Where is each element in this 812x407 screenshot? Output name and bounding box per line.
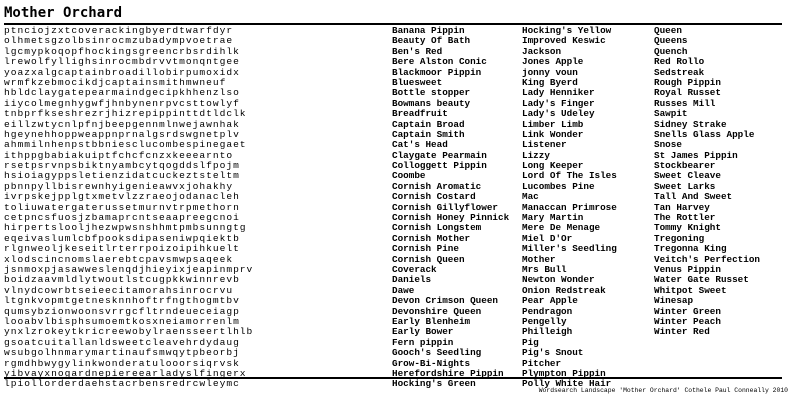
grid-row: vlnydcowrbtseieecitamorahsinrocrvu: [4, 285, 234, 296]
word-list-item: Grow-Bi-Nights: [392, 357, 471, 369]
word-list-item: Philleigh: [522, 326, 573, 338]
word-list-item: Water Gate Russet: [654, 274, 749, 286]
word-list-item: Cornish Pine: [392, 243, 459, 255]
word-list-item: Bottle stopper: [392, 87, 471, 99]
grid-row: rsetpsrvnpsbiktnyambcytqogddslfpojm: [4, 161, 240, 172]
grid-row: lrewolfyllighsinrocmbdrvvtmonqntgee: [4, 57, 240, 68]
word-list-item: Plympton Pippin: [522, 367, 606, 379]
word-list-item: Limber Limb: [522, 118, 584, 130]
word-list-item: Winesap: [654, 295, 694, 307]
word-list-item: Venus Pippin: [654, 263, 721, 275]
word-list-item: Manaccan Primrose: [522, 201, 617, 213]
word-list-item: Breadfruit: [392, 108, 448, 120]
word-list-item: Dawe: [392, 284, 415, 296]
word-list-item: Tommy Knight: [654, 222, 721, 234]
word-list-item: Tregoning: [654, 232, 705, 244]
grid-row: ptnciojzxtcoverackingbyerdtwarfdyr: [4, 26, 234, 36]
word-list-item: Lizzy: [522, 149, 550, 161]
word-list-item: Miller's Seedling: [522, 243, 617, 255]
word-list-item: Snells Glass Apple: [654, 128, 755, 140]
word-list-item: Pitcher: [522, 357, 562, 369]
word-list-item: Lady Henniker: [522, 87, 595, 99]
word-list-item: Pig: [522, 336, 539, 348]
bottom-divider: [4, 377, 782, 379]
word-list-item: Daniels: [392, 274, 432, 286]
grid-row: gsoatcuitallanldsweetcleavehrdydaug: [4, 337, 240, 348]
word-list-item: Pendragon: [522, 305, 573, 317]
word-list-item: Devon Crimson Queen: [392, 295, 499, 307]
word-list-item: Newton Wonder: [522, 274, 595, 286]
word-list-item: Queens: [654, 35, 688, 47]
grid-row: hgeynehhoppweappnprnalgsrdswgnetplv: [4, 129, 240, 140]
word-list-item: jonny voun: [522, 66, 578, 78]
grid-row: rgmdhbwygylinkwonderatulooorsiqrvsk: [4, 358, 240, 369]
word-list-item: Lady's Finger: [522, 97, 595, 109]
grid-row: looabvlbisphsumoemtkosxneiamorrenlm: [4, 316, 240, 327]
word-list-item: Cornish Mother: [392, 232, 471, 244]
word-list-item: Captain Smith: [392, 128, 465, 140]
grid-row: ltgnkvopmtgetnesknnhoftrfngthogmtbv: [4, 296, 240, 307]
grid-row: ynxlzrokeytkricreewobylraensseertlhlb: [4, 327, 254, 338]
grid-row: wrmfkzebmocikdjcaptainsmithmwneuf: [4, 77, 227, 88]
word-list-item: Sawpit: [654, 108, 688, 120]
word-list-item: Herefordshire Pippin: [392, 367, 504, 379]
word-list-item: Improved Keswic: [522, 35, 606, 47]
grid-row: xlodscincnomslaerebtcpavsmwpsaqeek: [4, 254, 234, 265]
grid-row: toliuwatergaterussetmurnvtrpmethorn: [4, 202, 240, 213]
grid-row: eqeivaslumlcbfpooksdipaseniwpqiektb: [4, 233, 240, 244]
grid-row: jsnmoxpjasawweslenqdjhieyixjeapinmprv: [4, 264, 254, 275]
word-list-column-3: [654, 26, 760, 338]
word-list-item: Polly White Hair: [522, 378, 612, 390]
word-list-item: Sedstreak: [654, 66, 705, 78]
word-list-item: Mac: [522, 191, 539, 203]
word-list-item: Bere Alston Conic: [392, 56, 487, 68]
word-list-item: Winter Peach: [654, 315, 721, 327]
grid-row: ahmmilnhenpstbbniesclucombespinegaet: [4, 140, 247, 151]
word-list-item: Cornish Gillyflower: [392, 201, 499, 213]
word-list-item: Jackson: [522, 45, 562, 57]
word-list-item: Bluesweet: [392, 76, 443, 88]
word-list-item: Quench: [654, 45, 688, 57]
word-list-item: Pig's Snout: [522, 347, 584, 359]
word-list-item: Devonshire Queen: [392, 305, 482, 317]
word-list-item: Cornish Longstem: [392, 222, 482, 234]
grid-row: pbnnpyllbisrewnhyigenieawvxjohakhy: [4, 181, 234, 192]
word-list-item: Hocking's Yellow: [522, 25, 612, 36]
word-list-item: Tregonna King: [654, 243, 727, 255]
word-list-item: Early Blenheim: [392, 315, 471, 327]
word-list-item: Gooch's Seedling: [392, 347, 482, 359]
word-list-item: Cornish Queen: [392, 253, 465, 265]
grid-row: rlgnweoljkeseitlrterrpoizoipihkuelt: [4, 244, 240, 255]
page-title: Mother Orchard: [4, 5, 123, 21]
word-list-item: Bowmans beauty: [392, 97, 471, 109]
word-list-item: Mary Martin: [522, 212, 584, 224]
word-list-item: Queen: [654, 25, 682, 36]
word-list-item: Pear Apple: [522, 295, 578, 307]
grid-row: eillzwtycnlpfnjbeepgennmlnwejawnhak: [4, 119, 240, 130]
word-list-item: Snose: [654, 139, 682, 151]
word-list-item: Sidney Strake: [654, 118, 727, 130]
word-list-item: Winter Red: [654, 326, 710, 338]
word-list-item: Rough Pippin: [654, 76, 721, 88]
word-list-item: St James Pippin: [654, 149, 738, 161]
word-list-item: Mere De Menage: [522, 222, 601, 234]
word-list-item: Cornish Costard: [392, 191, 476, 203]
word-list-item: Mrs Bull: [522, 263, 567, 275]
letter-grid: [4, 26, 386, 390]
word-list-item: Fern pippin: [392, 336, 454, 348]
word-list-item: Lord Of The Isles: [522, 170, 617, 182]
word-list-item: Ben's Red: [392, 45, 443, 57]
word-list-item: The Rottler: [654, 212, 716, 224]
grid-row: olhmetsgzolbsinrocmzubadympvoetrae: [4, 36, 234, 47]
word-list-item: Sweet Larks: [654, 180, 716, 192]
grid-row: iiycolmegnhygwfjhnbynenrpvcsttowlyf: [4, 98, 240, 109]
word-list-item: Tall And Sweet: [654, 191, 733, 203]
word-list-item: Pengelly: [522, 315, 567, 327]
grid-row: lgcmypkoqopfhockingsgreencrbsrdihlk: [4, 46, 240, 57]
grid-row: yibvayxnogardnepiereearladyslfingerx: [4, 368, 247, 379]
grid-row: tnbprfkseshrezrjhizrepippinttdtldclk: [4, 109, 247, 120]
word-list-item: Jones Apple: [522, 56, 584, 68]
word-list-item: Cornish Aromatic: [392, 180, 482, 192]
word-list-item: Royal Russet: [654, 87, 721, 99]
word-list-item: Stockbearer: [654, 160, 716, 172]
grid-row: hbldclaygatepearmaindgecipkhhenzlso: [4, 88, 240, 99]
word-list-item: Claygate Pearmain: [392, 149, 487, 161]
grid-row: hirpertslooljhezwpwsnshhmtpmbsunngtg: [4, 223, 247, 234]
grid-row: ivrpskejpplgtxmetvlzzraeojodanacleh: [4, 192, 240, 203]
word-list-item: Colloggett Pippin: [392, 160, 487, 172]
word-list-item: Listener: [522, 139, 567, 151]
word-list-item: Banana Pippin: [392, 25, 465, 36]
grid-row: cetpncsfuosjzbamaprcntseaapreegcnoi: [4, 213, 240, 224]
grid-row: ithppgbabiakuiptfchcfcnzxkeeearnto: [4, 150, 234, 161]
word-list-item: Whitpot Sweet: [654, 284, 727, 296]
word-list-item: Lady's Udeley: [522, 108, 595, 120]
word-list-item: Hocking's Green: [392, 378, 476, 390]
word-list-item: Sweet Cleave: [654, 170, 721, 182]
word-list-column-1: [392, 26, 509, 390]
word-list-item: Russes Mill: [654, 97, 716, 109]
word-list-item: Beauty Of Bath: [392, 35, 471, 47]
word-list-item: King Byerd: [522, 76, 578, 88]
word-list-item: Onion Redstreak: [522, 284, 606, 296]
word-list-item: Early Bower: [392, 326, 454, 338]
word-list-item: Captain Broad: [392, 118, 465, 130]
word-list-item: Winter Green: [654, 305, 721, 317]
word-list-item: Miel D'Or: [522, 232, 573, 244]
word-list-item: Link Wonder: [522, 128, 584, 140]
word-list-item: Long Keeper: [522, 160, 584, 172]
word-list-column-2: [522, 26, 617, 390]
word-list-item: Coverack: [392, 263, 437, 275]
grid-row: yoazxalgcaptainbroadillobirpumoxidx: [4, 67, 240, 78]
word-list-item: Cat's Head: [392, 139, 448, 151]
credit-line: Wordsearch Landscape 'Mother Orchard' Cothele Paul Conneally 2010: [538, 387, 788, 394]
word-list-item: Veitch's Perfection: [654, 253, 761, 265]
word-list-item: Mother: [522, 253, 556, 265]
word-list-item: Lucombes Pine: [522, 180, 595, 192]
grid-row: lpiollorderdaehstacrbensredrcwleymc: [4, 379, 240, 390]
grid-row: wsubgolhnmarymartinaufsmwqytpbeorbj: [4, 348, 240, 359]
word-list-item: Coombe: [392, 170, 426, 182]
word-list-item: Tan Harvey: [654, 201, 710, 213]
word-list-item: Cornish Honey Pinnick: [392, 212, 510, 224]
grid-row: hsioiagyppsletienzidatcuckeztsteltm: [4, 171, 240, 182]
grid-row: boidzaavmldlytwoutlstcugpkkwinnrevb: [4, 275, 240, 286]
grid-row: qumsybzionwoonsvrrgcfltrndeueceiagp: [4, 306, 240, 317]
word-list-item: Blackmoor Pippin: [392, 66, 482, 78]
word-list-item: Red Rollo: [654, 56, 705, 68]
